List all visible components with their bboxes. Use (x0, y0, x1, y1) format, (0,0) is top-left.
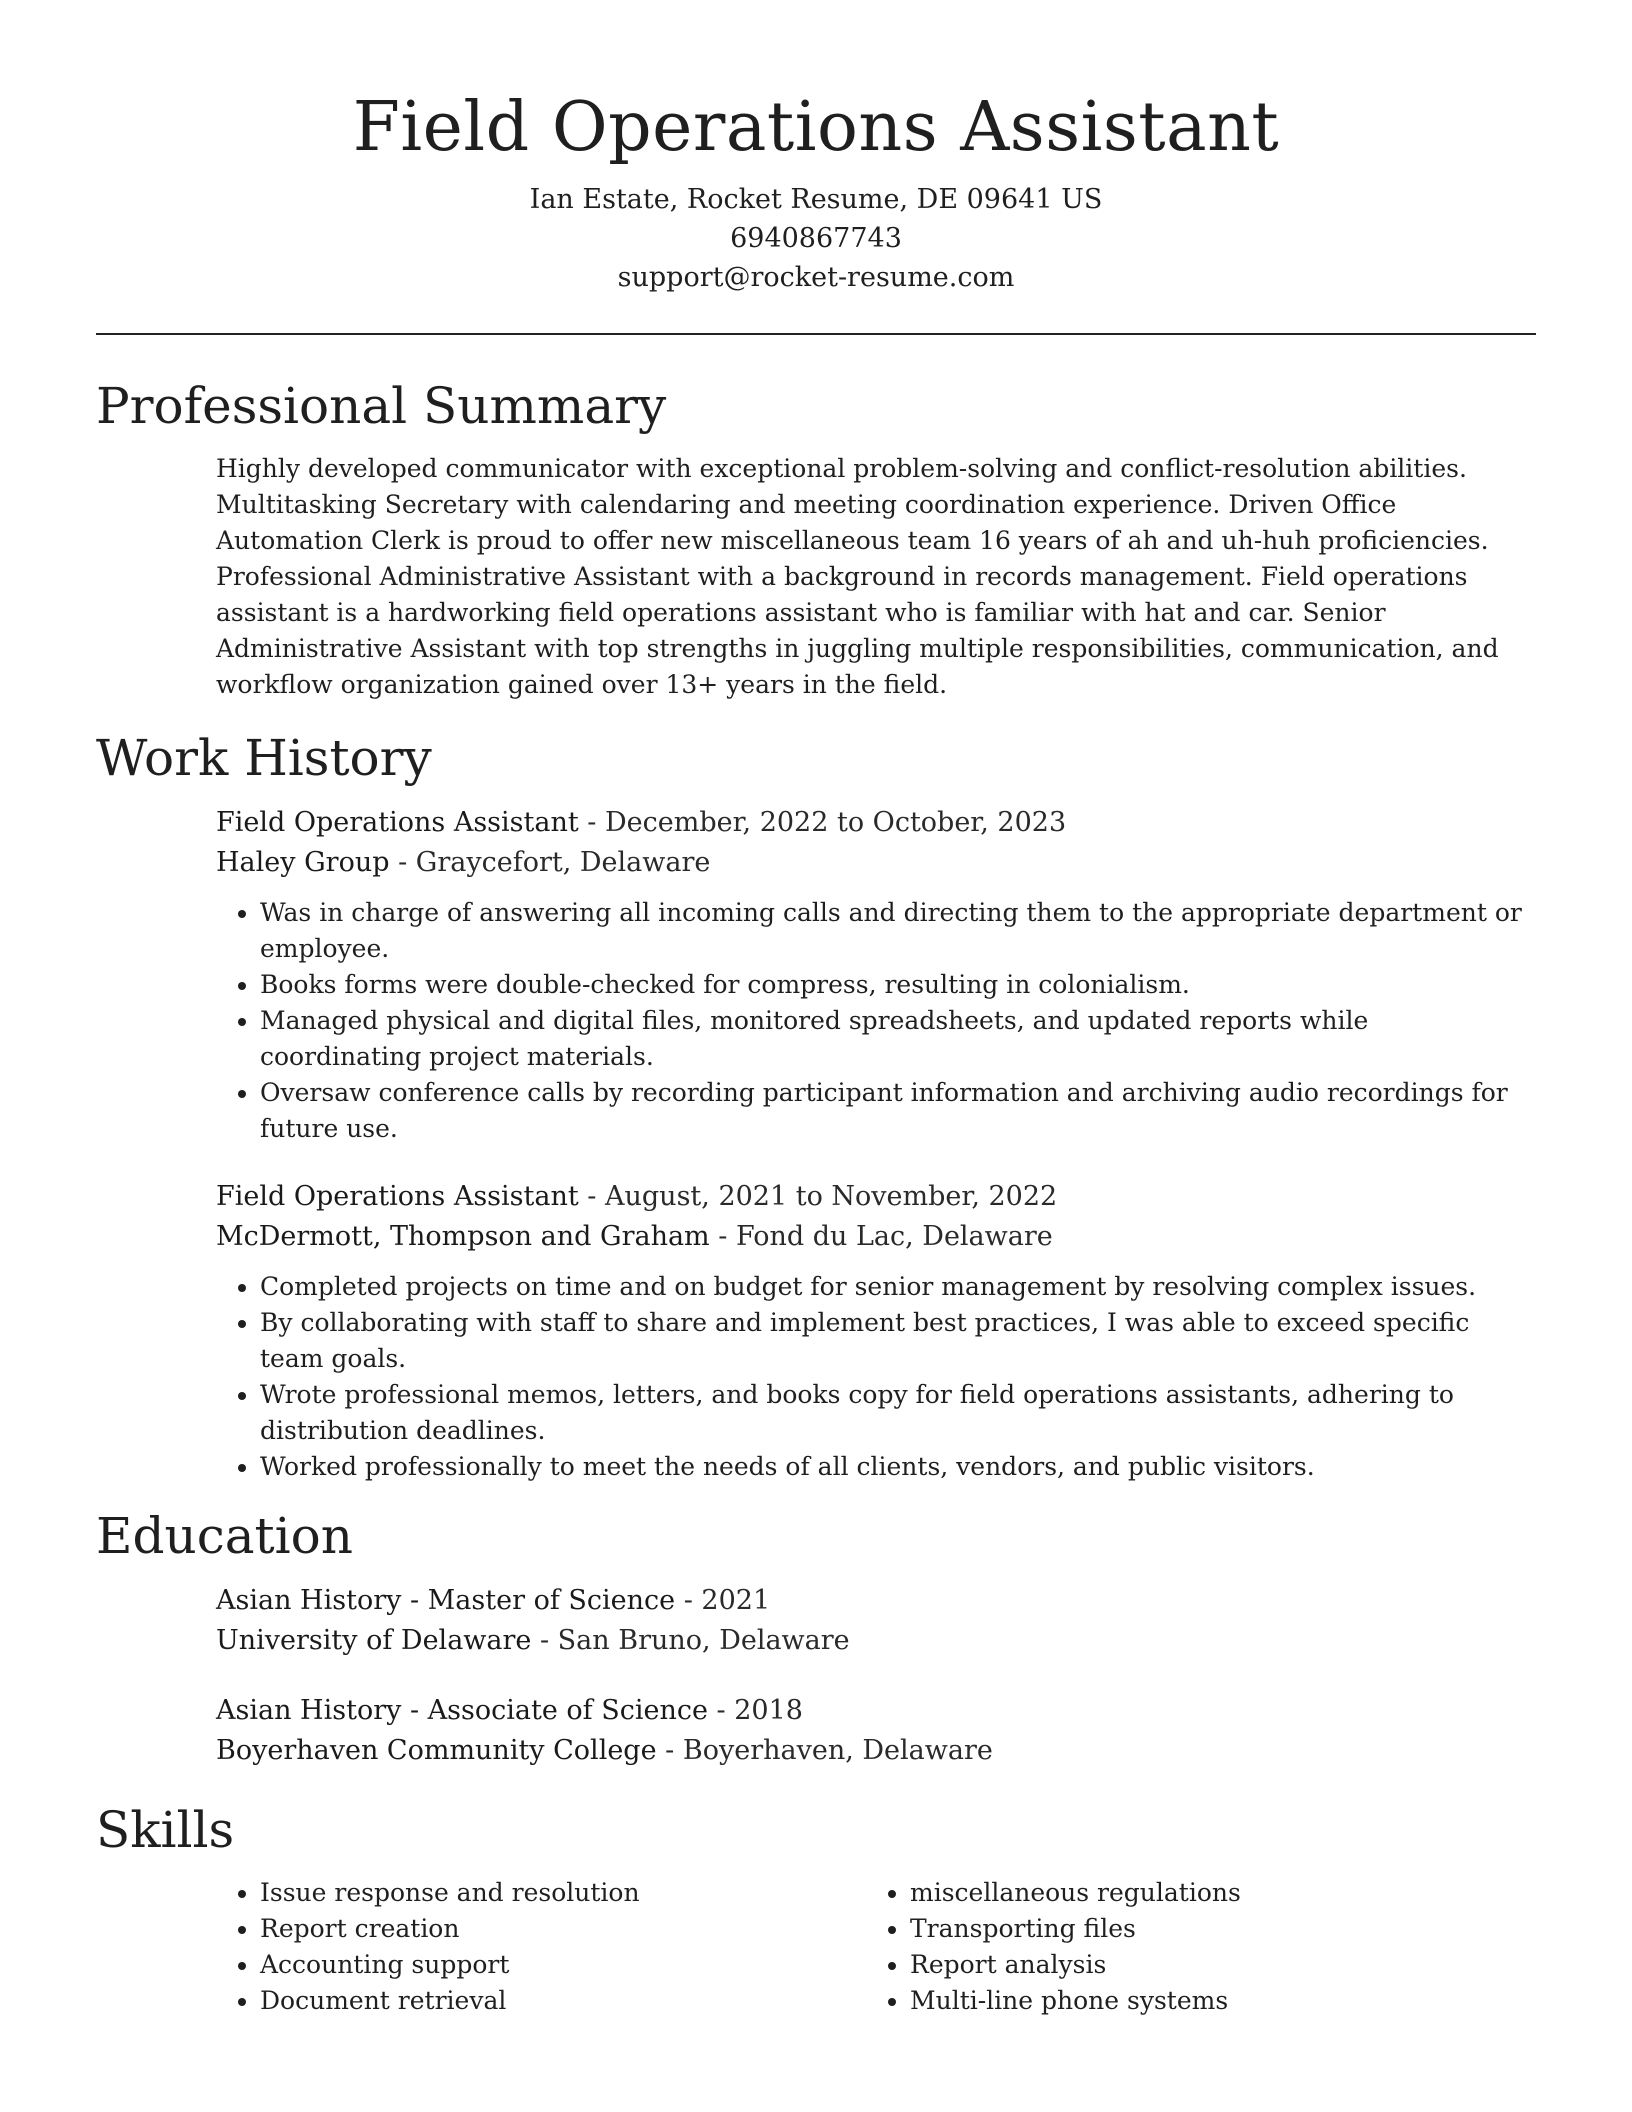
summary-text: Highly developed communicator with exceptional problem-solving and conflict-resolution abilities. Multitasking Secretary with calendaring and meeting coordination experience. Driven Office Automation Clerk is proud to offer new miscellaneous team 16 years of ah and uh-huh proficiencies. Professional Administrative Assistant with a background in records management. Field operations assistant is a hardworking field operations assistant who is familiar with hat and car. Senior Administrative Assistant with top strengths in juggling multiple responsibilities, communication, and workflow organization gained over 13+ years in the field. (216, 454, 1499, 699)
job-location: - Graycefort, Delaware (389, 847, 711, 878)
job-bullet: • By collaborating with staff to share and implement best practices, I was able to exceed specific team goals. (260, 1305, 1526, 1377)
education-school: University of Delaware (216, 1625, 532, 1656)
header-divider (96, 333, 1536, 335)
skill-item: • Report creation (260, 1911, 866, 1947)
education-entry (216, 1581, 1526, 1661)
education-school-line (216, 1621, 1526, 1661)
education-year: - 2021 (675, 1585, 771, 1616)
skills-title: Skills (96, 1801, 235, 1859)
summary-section (96, 373, 1536, 703)
skill-item: • miscellaneous regulations (910, 1875, 1516, 1911)
skill-item: • Issue response and resolution (260, 1875, 866, 1911)
education-school-line (216, 1731, 1526, 1771)
resume-name: Field Operations Assistant (352, 88, 1280, 167)
education-degree-line (216, 1691, 1526, 1731)
contact-email: support@rocket-resume.com (617, 262, 1015, 293)
job-bullet: • Wrote professional memos, letters, and books copy for field operations assistants, adhering to distribution deadlines. (260, 1377, 1526, 1449)
education-section (96, 1503, 1536, 1771)
education-degree-line (216, 1581, 1526, 1621)
work-section (96, 725, 1536, 1485)
contact-phone: 6940867743 (730, 223, 902, 254)
contact-block (96, 180, 1536, 297)
skills-section (96, 1797, 1536, 2019)
resume-header (96, 0, 1536, 297)
job-bullet: • Books forms were double-checked for compress, resulting in colonialism. (260, 967, 1526, 1003)
job-title-line (216, 1177, 1526, 1217)
job-company: McDermott, Thompson and Graham (216, 1221, 710, 1252)
job-location: - Fond du Lac, Delaware (709, 1221, 1053, 1252)
job-role: Field Operations Assistant (216, 1181, 579, 1212)
education-field: Asian History - Associate of Science (216, 1695, 708, 1726)
skill-item: • Transporting files (910, 1911, 1516, 1947)
resume-page (96, 0, 1536, 2019)
skills-column-left (216, 1871, 866, 2019)
job-role: Field Operations Assistant (216, 807, 579, 838)
job-dates: - August, 2021 to November, 2022 (578, 1181, 1058, 1212)
job-title-line (216, 803, 1526, 843)
education-year: - 2018 (707, 1695, 803, 1726)
job-bullet: • Worked professionally to meet the needs of all clients, vendors, and public visitors. (260, 1449, 1526, 1485)
job-bullets (216, 1269, 1526, 1485)
skills-grid (216, 1871, 1526, 2019)
summary-body (216, 451, 1526, 703)
education-field: Asian History - Master of Science (216, 1585, 676, 1616)
education-school: Boyerhaven Community College (216, 1735, 657, 1766)
education-location: - San Bruno, Delaware (531, 1625, 850, 1656)
skill-item: • Multi-line phone systems (910, 1983, 1516, 2019)
education-location: - Boyerhaven, Delaware (656, 1735, 993, 1766)
skills-list (216, 1875, 866, 2019)
education-entry (216, 1691, 1526, 1771)
job-bullet: • Managed physical and digital files, monitored spreadsheets, and updated reports while coordinating project materials. (260, 1003, 1526, 1075)
skill-item: • Report analysis (910, 1947, 1516, 1983)
work-title: Work History (96, 729, 432, 787)
skills-column-right (866, 1871, 1516, 2019)
job-company-line (216, 843, 1526, 883)
skill-item: • Accounting support (260, 1947, 866, 1983)
skills-list (866, 1875, 1516, 2019)
job-company: Haley Group (216, 847, 390, 878)
job-dates: - December, 2022 to October, 2023 (578, 807, 1067, 838)
job-bullet: • Oversaw conference calls by recording participant information and archiving audio recordings for future use. (260, 1075, 1526, 1147)
job-entry (216, 1177, 1526, 1485)
job-bullet: • Completed projects on time and on budget for senior management by resolving complex issues. (260, 1269, 1526, 1305)
education-title: Education (96, 1507, 353, 1565)
contact-address: Ian Estate, Rocket Resume, DE 09641 US (529, 184, 1103, 215)
job-bullet: • Was in charge of answering all incoming calls and directing them to the appropriate department or employee. (260, 895, 1526, 967)
job-bullets (216, 895, 1526, 1147)
skill-item: • Document retrieval (260, 1983, 866, 2019)
job-entry (216, 803, 1526, 1147)
job-company-line (216, 1217, 1526, 1257)
summary-title: Professional Summary (96, 377, 667, 435)
